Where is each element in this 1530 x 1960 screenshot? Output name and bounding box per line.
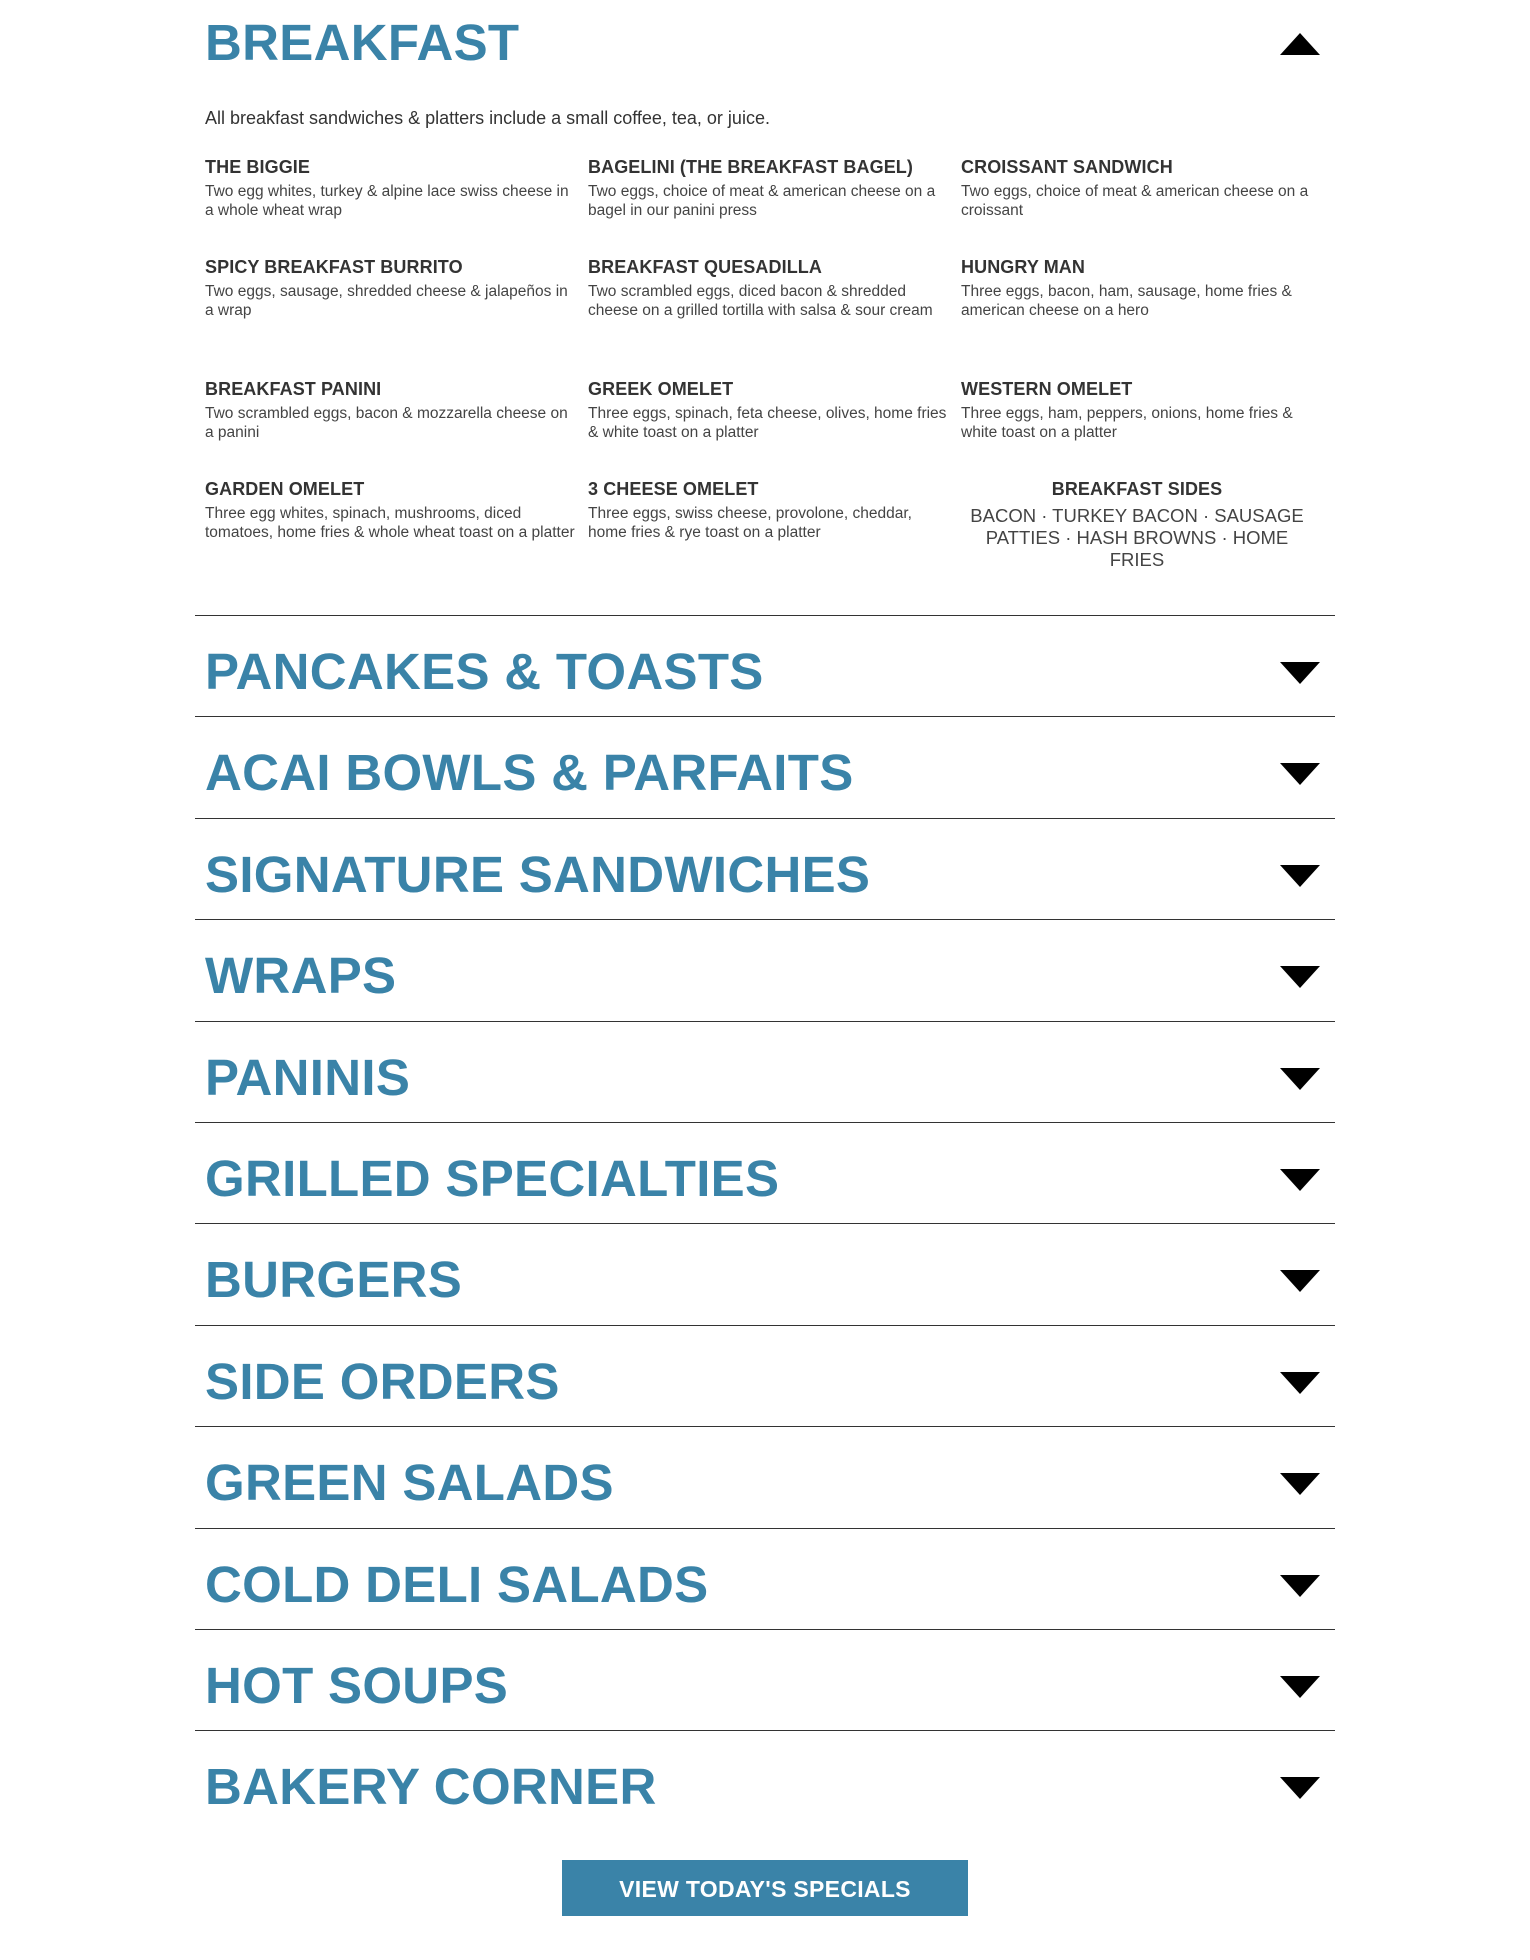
section-title[interactable]: PANCAKES & TOASTS — [205, 643, 764, 700]
chevron-down-icon[interactable] — [1280, 1471, 1320, 1495]
item-description: Three egg whites, spinach, mushrooms, diced tomatoes, home fries & whole wheat toast on a platter — [205, 505, 575, 542]
item-name: CROISSANT SANDWICH — [961, 156, 1173, 177]
section-hot-soups[interactable] — [195, 1630, 1335, 1731]
section-title[interactable]: SIDE ORDERS — [205, 1352, 560, 1410]
chevron-up-icon[interactable] — [1280, 31, 1320, 55]
chevron-down-icon[interactable] — [1280, 863, 1320, 887]
menu-item — [205, 379, 588, 479]
chevron-down-icon[interactable] — [1280, 1167, 1320, 1191]
section-bakery-corner[interactable] — [195, 1731, 1335, 1832]
section-title[interactable]: GRILLED SPECIALTIES — [205, 1149, 780, 1207]
section-grilled-specialties[interactable] — [195, 1123, 1335, 1224]
chevron-down-icon[interactable] — [1280, 761, 1320, 785]
section-pancakes-toasts[interactable] — [195, 616, 1335, 717]
item-description: Two eggs, sausage, shredded cheese & jalapeños in a wrap — [205, 283, 568, 320]
menu — [195, 0, 1335, 1816]
chevron-down-icon[interactable] — [1280, 660, 1320, 684]
section-title[interactable]: COLD DELI SALADS — [205, 1555, 709, 1613]
specials-container — [0, 1860, 1530, 1916]
item-description: Two eggs, choice of meat & american cheese on a bagel in our panini press — [588, 183, 936, 220]
item-description: Three eggs, spinach, feta cheese, olives, home fries & white toast on a platter — [588, 405, 947, 442]
item-name: BREAKFAST QUESADILLA — [588, 256, 823, 277]
menu-item — [588, 479, 961, 579]
section-title[interactable]: BURGERS — [205, 1251, 463, 1309]
menu-item — [205, 257, 588, 379]
section-title[interactable]: BAKERY CORNER — [205, 1758, 657, 1816]
item-name: GARDEN OMELET — [205, 478, 365, 499]
menu-item — [205, 479, 588, 579]
menu-item — [961, 379, 1325, 479]
item-name: GREEK OMELET — [588, 378, 734, 399]
item-description: Three eggs, bacon, ham, sausage, home fries & american cheese on a hero — [961, 283, 1292, 320]
section-acai-bowls-parfaits[interactable] — [195, 717, 1335, 818]
section-title[interactable]: GREEN SALADS — [205, 1454, 614, 1512]
view-specials-button[interactable]: VIEW TODAY'S SPECIALS — [562, 1860, 968, 1916]
menu-item — [588, 157, 961, 257]
item-name: THE BIGGIE — [205, 156, 311, 177]
sides-title: BREAKFAST SIDES — [1051, 478, 1223, 499]
section-title[interactable]: ACAI BOWLS & PARFAITS — [205, 744, 854, 802]
section-title[interactable]: PANINIS — [205, 1048, 411, 1106]
chevron-down-icon[interactable] — [1280, 1066, 1320, 1090]
chevron-down-icon[interactable] — [1280, 1370, 1320, 1394]
item-name: HUNGRY MAN — [961, 256, 1086, 277]
chevron-down-icon[interactable] — [1280, 964, 1320, 988]
menu-item — [961, 257, 1325, 379]
section-title[interactable]: SIGNATURE SANDWICHES — [205, 845, 871, 903]
section-burgers[interactable] — [195, 1224, 1335, 1325]
chevron-down-icon[interactable] — [1280, 1573, 1320, 1597]
menu-item — [961, 157, 1325, 257]
section-side-orders[interactable] — [195, 1326, 1335, 1427]
sides-list: BACON · TURKEY BACON · SAUSAGE PATTIES · HASH BROWNS · HOME FRIES — [970, 505, 1304, 571]
item-name: SPICY BREAKFAST BURRITO — [205, 256, 463, 277]
section-cold-deli-salads[interactable] — [195, 1529, 1335, 1630]
section-wraps[interactable] — [195, 920, 1335, 1021]
item-description: Two scrambled eggs, diced bacon & shredded cheese on a grilled tortilla with salsa & sour cream — [588, 283, 933, 320]
section-header-breakfast[interactable] — [195, 0, 1335, 85]
menu-item — [205, 157, 588, 257]
breakfast-intro: All breakfast sandwiches & platters include a small coffee, tea, or juice. — [205, 108, 770, 128]
section-title[interactable]: BREAKFAST — [205, 14, 520, 71]
item-description: Two eggs, choice of meat & american cheese on a croissant — [961, 183, 1309, 220]
breakfast-sides — [961, 479, 1325, 579]
section-signature-sandwiches[interactable] — [195, 819, 1335, 920]
item-description: Two scrambled eggs, bacon & mozzarella cheese on a panini — [205, 405, 568, 442]
menu-item — [588, 379, 961, 479]
section-title[interactable]: WRAPS — [205, 947, 397, 1005]
item-name: BREAKFAST PANINI — [205, 378, 382, 399]
item-description: Two egg whites, turkey & alpine lace swiss cheese in a whole wheat wrap — [205, 183, 569, 220]
chevron-down-icon[interactable] — [1280, 1268, 1320, 1292]
item-description: Three eggs, swiss cheese, provolone, cheddar, home fries & rye toast on a platter — [588, 505, 912, 542]
chevron-down-icon[interactable] — [1280, 1775, 1320, 1799]
item-description: Three eggs, ham, peppers, onions, home fries & white toast on a platter — [961, 405, 1293, 442]
section-paninis[interactable] — [195, 1022, 1335, 1123]
section-title[interactable]: HOT SOUPS — [205, 1656, 509, 1714]
section-breakfast — [195, 0, 1335, 579]
section-green-salads[interactable] — [195, 1427, 1335, 1528]
breakfast-items — [205, 157, 1335, 579]
item-name: WESTERN OMELET — [961, 378, 1133, 399]
menu-item — [588, 257, 961, 379]
collapsed-sections — [195, 616, 1335, 1833]
item-name: BAGELINI (THE BREAKFAST BAGEL) — [588, 156, 913, 177]
item-name: 3 CHEESE OMELET — [588, 478, 759, 499]
chevron-down-icon[interactable] — [1280, 1674, 1320, 1698]
